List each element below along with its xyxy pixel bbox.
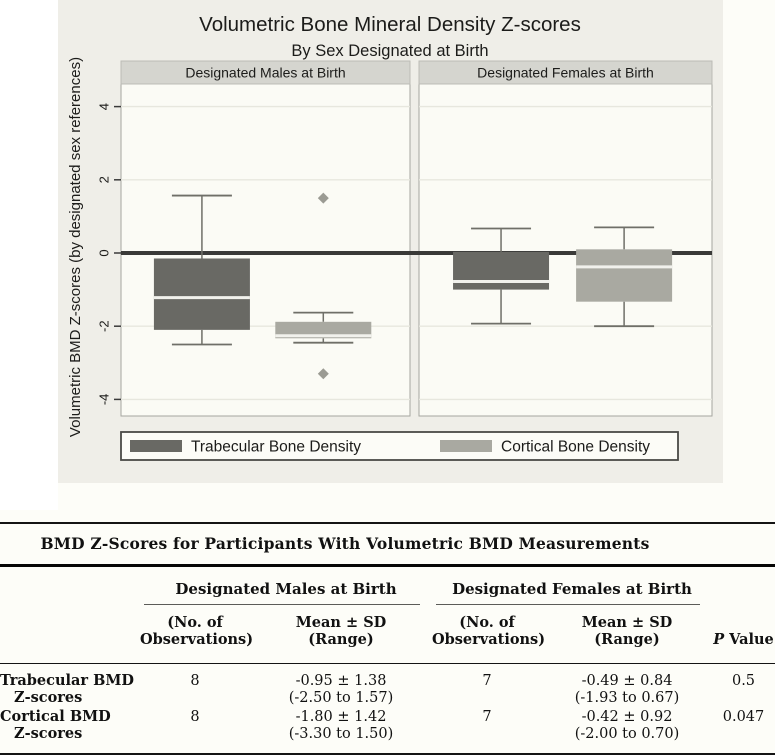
table-body [0, 664, 775, 753]
table-title: BMD Z-Scores for Participants With Volumetric BMD Measurements [40, 534, 650, 553]
box [576, 249, 672, 301]
plot-area [121, 84, 410, 416]
subheader-males-mean: Mean ± SD (Range) [295, 614, 387, 648]
box [154, 258, 250, 329]
cell-p-value: 0.047 [722, 709, 765, 725]
bmd-table [0, 522, 775, 755]
y-tick-label: 4 [96, 102, 112, 111]
subheader-males-obs: (No. of Observations) [140, 614, 254, 648]
page-left-margin [0, 0, 58, 510]
group-header-males: Designated Males at Birth [140, 579, 432, 605]
cell-males-obs: 8 [190, 673, 200, 689]
legend-label: Cortical Bone Density [501, 438, 651, 456]
panel-header-label: Designated Males at Birth [185, 64, 346, 81]
y-tick-label: 2 [96, 176, 112, 184]
cell-females-mean: -0.49 ± 0.84 (-1.93 to 0.67) [574, 673, 680, 706]
cell-females-mean: -0.42 ± 0.92 (-2.00 to 0.70) [574, 709, 680, 742]
group-underline-males [144, 604, 420, 605]
cell-males-obs: 8 [190, 709, 200, 725]
box-plot-chart [58, 0, 723, 483]
row-label: Cortical BMD Z-scores [0, 708, 111, 742]
cell-females-obs: 7 [482, 673, 492, 689]
y-axis-title: Volumetric BMD Z-scores (by designated sex references) [67, 56, 84, 438]
cell-p-value: 0.5 [731, 673, 756, 689]
chart-title: Volumetric Bone Mineral Density Z-scores [199, 13, 581, 36]
subheader-females-mean: Mean ± SD (Range) [581, 614, 673, 648]
group-underline-females [436, 604, 700, 605]
table-row-trabecular [0, 673, 775, 706]
table-row-cortical [0, 709, 775, 742]
table-subheader-row [0, 605, 775, 663]
legend-label: Trabecular Bone Density [191, 438, 362, 456]
box [453, 252, 549, 290]
legend-swatch [130, 440, 182, 452]
subheader-females-obs: (No. of Observations) [432, 614, 546, 648]
cell-females-obs: 7 [482, 709, 492, 725]
bmd-chart-figure [58, 0, 723, 483]
group-header-females: Designated Females at Birth [432, 579, 712, 605]
y-tick-label: -4 [96, 393, 112, 406]
panel-header-label: Designated Females at Birth [477, 64, 654, 81]
cell-males-mean: -0.95 ± 1.38 (-2.50 to 1.57) [288, 673, 394, 706]
y-tick-label: 0 [96, 249, 112, 257]
chart-subtitle: By Sex Designated at Birth [291, 42, 489, 60]
row-label: Trabecular BMD Z-scores [0, 672, 134, 706]
subheader-p-value: P Value [713, 631, 774, 648]
y-tick-label: -2 [96, 320, 112, 332]
legend-swatch [440, 440, 492, 452]
table-group-header-row [0, 567, 775, 605]
cell-males-mean: -1.80 ± 1.42 (-3.30 to 1.50) [288, 709, 394, 742]
